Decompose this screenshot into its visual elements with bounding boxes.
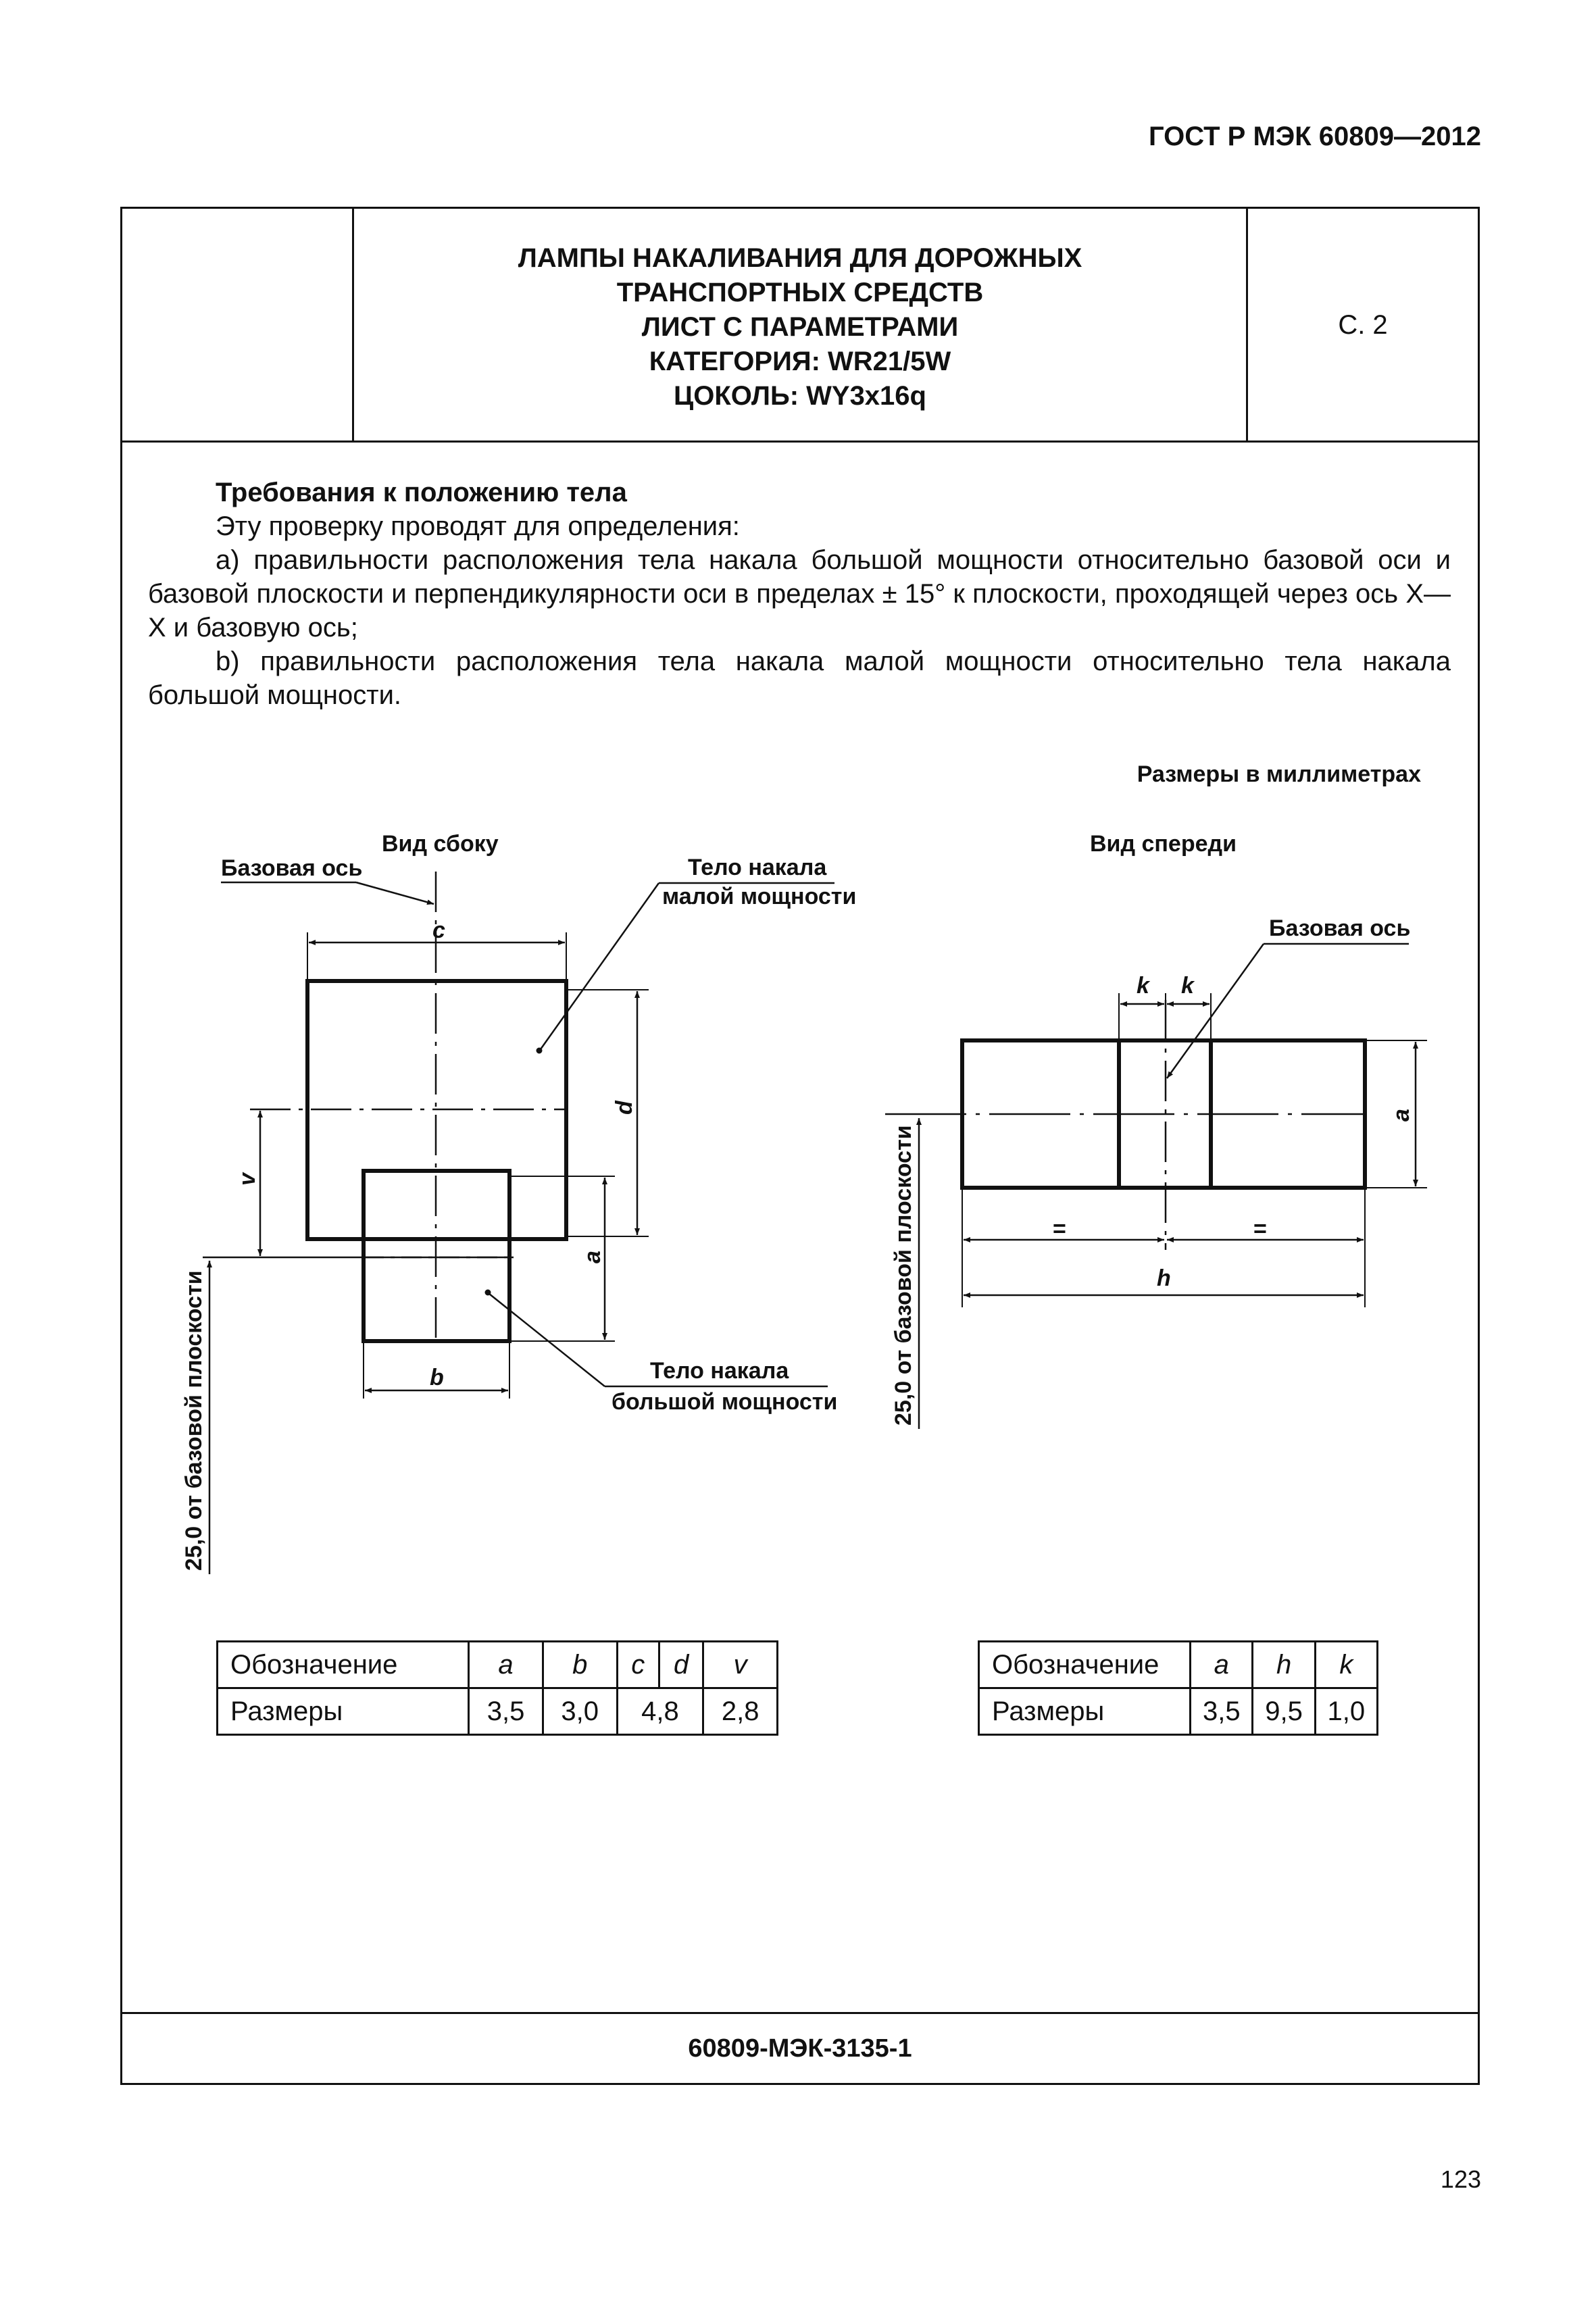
small-body-leader xyxy=(541,883,659,1049)
title-line-1: ЛАМПЫ НАКАЛИВАНИЯ ДЛЯ ДОРОЖНЫХ xyxy=(518,243,1082,273)
dim-b-label: b xyxy=(430,1365,444,1390)
sheet-page-label: С. 2 xyxy=(1338,310,1388,340)
title-line-2: ТРАНСПОРТНЫХ СРЕДСТВ xyxy=(616,278,984,307)
large-body-label-1: Тело накала xyxy=(650,1358,789,1384)
table-cell-a-value: 3,5 xyxy=(469,1688,543,1735)
table-cell-cd-value: 4,8 xyxy=(617,1688,703,1735)
table-cell-designation: Обозначение xyxy=(979,1642,1191,1688)
table-row xyxy=(979,1642,1378,1688)
table-cell-h: h xyxy=(1253,1642,1315,1688)
page-number: 123 xyxy=(1440,2165,1481,2193)
front-plane-label: 25,0 от базовой плоскости xyxy=(891,1125,916,1426)
large-body-label-2: большой мощности xyxy=(612,1389,838,1415)
table-cell-sizes-label: Размеры xyxy=(979,1688,1191,1735)
table-cell-k-value: 1,0 xyxy=(1315,1688,1377,1735)
title-line-4: КАТЕГОРИЯ: WR21/5W xyxy=(649,347,951,376)
side-view-title: Вид сбоку xyxy=(382,831,499,857)
standard-code: ГОСТ Р МЭК 60809—2012 xyxy=(1148,122,1481,151)
dim-h-label: h xyxy=(1157,1265,1171,1291)
table-cell-b-value: 3,0 xyxy=(543,1688,617,1735)
small-body-label-2: малой мощности xyxy=(662,884,857,909)
title-line-3: ЛИСТ С ПАРАМЕТРАМИ xyxy=(641,312,959,342)
side-base-axis-label: Базовая ось xyxy=(221,855,363,881)
title-line-5: ЦОКОЛЬ: WY3x16q xyxy=(674,381,926,411)
front-base-axis-leader xyxy=(1167,944,1264,1078)
front-dimensions-table xyxy=(978,1640,1378,1736)
table-cell-a: a xyxy=(469,1642,543,1688)
section-intro: Эту проверку проводят для определения: xyxy=(216,511,740,541)
sheet-footer-code: 60809-МЭК-3135-1 xyxy=(122,2012,1478,2083)
table-cell-b: b xyxy=(543,1642,617,1688)
side-plane-label: 25,0 от базовой плоскости xyxy=(181,1270,207,1571)
dim-v-label: v xyxy=(234,1173,260,1186)
front-view-title: Вид спереди xyxy=(1090,831,1237,857)
table-row xyxy=(218,1688,778,1735)
dim-k-left-label: k xyxy=(1137,973,1149,999)
requirement-a: а) правильности расположения тела накала большой мощности относительно базовой оси и базовой плоскости и перпендикулярности оси в пределах ± 15° к плоскости, проходящей через ось X—X и базовую ось; xyxy=(148,545,1451,643)
table-cell-h-value: 9,5 xyxy=(1253,1688,1315,1735)
table-cell-designation: Обозначение xyxy=(218,1642,469,1688)
side-dimensions-table xyxy=(216,1640,778,1736)
section-heading: Требования к положению тела xyxy=(216,478,627,507)
dim-eq-left-label: = xyxy=(1053,1216,1066,1242)
table-row xyxy=(218,1642,778,1688)
side-base-axis-arrow xyxy=(356,882,434,904)
requirement-b: b) правильности расположения тела накала малой мощности относительно тела накала большой мощности. xyxy=(148,647,1451,710)
table-cell-v: v xyxy=(703,1642,778,1688)
dim-c-label: c xyxy=(432,917,445,943)
table-cell-d: d xyxy=(659,1642,703,1688)
front-view xyxy=(885,831,1427,1429)
dim-a-front-label: a xyxy=(1389,1109,1414,1122)
table-cell-a: a xyxy=(1191,1642,1253,1688)
table-cell-k: k xyxy=(1315,1642,1377,1688)
units-note: Размеры в миллиметрах xyxy=(1137,761,1421,787)
dim-d-label: d xyxy=(612,1101,637,1115)
front-base-axis-label: Базовая ось xyxy=(1269,915,1411,941)
dim-eq-right-label: = xyxy=(1253,1216,1267,1242)
side-view xyxy=(181,831,856,1574)
dim-a-side-label: a xyxy=(580,1251,605,1263)
dim-k-right-label: k xyxy=(1181,973,1194,999)
table-cell-a-value: 3,5 xyxy=(1191,1688,1253,1735)
table-cell-c: c xyxy=(617,1642,659,1688)
small-body-label-1: Тело накала xyxy=(688,855,827,880)
table-row xyxy=(979,1688,1378,1735)
table-cell-sizes-label: Размеры xyxy=(218,1688,469,1735)
table-cell-v-value: 2,8 xyxy=(703,1688,778,1735)
